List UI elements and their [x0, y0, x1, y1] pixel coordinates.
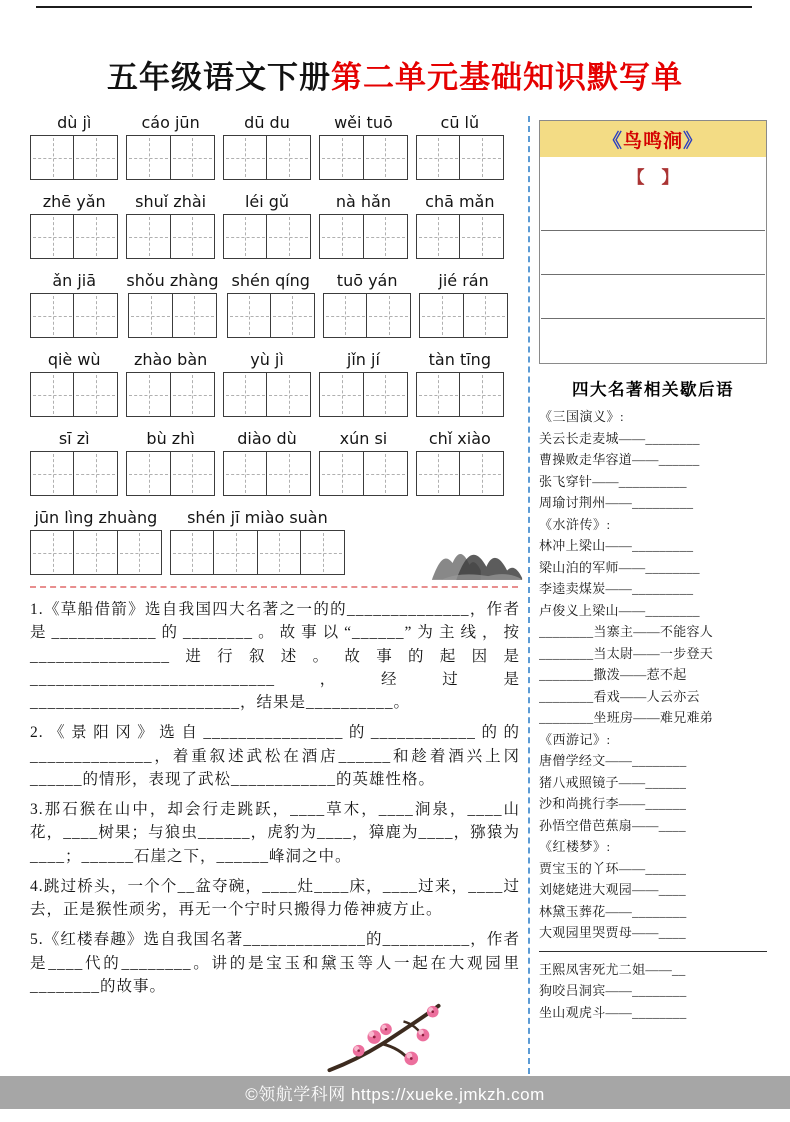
- list-divider: [539, 951, 767, 952]
- pinyin-word-group: [416, 112, 504, 180]
- writing-box[interactable]: [257, 530, 302, 575]
- pinyin-word-group: [30, 191, 118, 259]
- writing-box[interactable]: [319, 372, 364, 417]
- xiehouyu-item: 坐山观虎斗——________: [539, 1004, 687, 1020]
- pinyin-word-group: [223, 112, 311, 180]
- poem-section: [539, 120, 767, 364]
- writing-box[interactable]: [73, 214, 118, 259]
- writing-box[interactable]: [416, 372, 461, 417]
- writing-box[interactable]: [73, 135, 118, 180]
- writing-box[interactable]: [170, 214, 215, 259]
- writing-box[interactable]: [266, 372, 311, 417]
- pinyin-row: [30, 112, 520, 180]
- writing-box[interactable]: [319, 214, 364, 259]
- writing-boxes: [323, 293, 411, 338]
- writing-boxes: [416, 372, 504, 417]
- poem-title-open-bracket: 《: [602, 131, 623, 152]
- writing-box[interactable]: [463, 293, 508, 338]
- pinyin-label: shuǐ zhài: [135, 192, 207, 211]
- writing-box[interactable]: [459, 372, 504, 417]
- question-text: 2.《景阳冈》选自________________的____________的的______________，着重叙述武松在酒店______和趁着酒兴上冈______的情形，表现了武松____________的英雄性格。: [30, 724, 520, 788]
- pinyin-word-group: [30, 112, 118, 180]
- pinyin-word-group: [223, 349, 311, 417]
- writing-box[interactable]: [459, 451, 504, 496]
- pinyin-word-group: [30, 349, 118, 417]
- pinyin-word-group: [419, 270, 507, 338]
- watermark-text: ©领航学科网 https://xueke.jmkzh.com: [245, 1085, 545, 1104]
- writing-box[interactable]: [266, 135, 311, 180]
- poem-writing-line[interactable]: [541, 319, 765, 363]
- xiehouyu-item: 唐僧学经文——________: [539, 753, 687, 768]
- pinyin-label: qiè wù: [47, 350, 101, 369]
- writing-box[interactable]: [30, 372, 75, 417]
- pinyin-word-group: [319, 428, 407, 496]
- pinyin-label: dù jì: [57, 113, 92, 132]
- xiehouyu-item: 关云长走麦城——________: [539, 430, 700, 446]
- writing-box[interactable]: [73, 530, 118, 575]
- pinyin-word-group: [223, 191, 311, 259]
- writing-box[interactable]: [170, 372, 215, 417]
- book-title: 《水浒传》:: [539, 516, 611, 532]
- writing-box[interactable]: [170, 135, 215, 180]
- xiehouyu-item: ________撒泼——惹不起: [539, 667, 687, 682]
- writing-boxes: [126, 451, 214, 496]
- pinyin-row: [30, 191, 520, 259]
- writing-boxes: [319, 372, 407, 417]
- writing-boxes: [30, 135, 118, 180]
- writing-box[interactable]: [227, 293, 272, 338]
- writing-box[interactable]: [30, 135, 75, 180]
- plum-blossom-icon: [325, 1000, 443, 1076]
- writing-box[interactable]: [416, 451, 461, 496]
- xiehouyu-item: 大观园里哭贾母——____: [539, 925, 686, 940]
- pinyin-word-group: [30, 507, 162, 575]
- ink-mountain-icon: [430, 540, 524, 584]
- poem-writing-line[interactable]: [541, 275, 765, 319]
- writing-boxes: [416, 135, 504, 180]
- xiehouyu-item: 林冲上梁山——_________: [539, 538, 694, 553]
- writing-box[interactable]: [223, 135, 268, 180]
- pinyin-label: léi gǔ: [244, 192, 290, 211]
- pinyin-label: chǐ xiào: [428, 429, 491, 448]
- writing-boxes: [319, 214, 407, 259]
- questions-section: [30, 598, 520, 998]
- pinyin-word-group: [126, 428, 214, 496]
- writing-box[interactable]: [128, 293, 173, 338]
- pinyin-label: dū du: [244, 113, 290, 132]
- pinyin-word-group: [323, 270, 411, 338]
- book-title: 《西游记》:: [539, 731, 611, 747]
- xiehouyu-item: 贾宝玉的丫环——______: [539, 860, 687, 876]
- writing-boxes: [319, 451, 407, 496]
- book-title: 《三国演义》:: [539, 409, 625, 424]
- pinyin-word-group: [319, 349, 407, 417]
- pinyin-label: tàn tīng: [428, 350, 491, 369]
- writing-boxes: [223, 451, 311, 496]
- poem-title-text: 鸟鸣涧: [622, 131, 683, 152]
- pinyin-word-group: [30, 428, 118, 496]
- xiehouyu-item: 王熙凤害死尤二姐——__: [539, 961, 686, 977]
- title-grade: 五年级语文下册: [107, 60, 331, 95]
- pinyin-word-group: [319, 191, 407, 259]
- writing-box[interactable]: [213, 530, 258, 575]
- question-text: 5.《红楼春趣》选自我国名著______________的__________，作者是____代的________。讲的是宝玉和黛玉等人一起在大观园里________的故事。: [30, 931, 520, 995]
- pinyin-label: shén jī miào suàn: [187, 508, 328, 527]
- xiehouyu-item: ________当太尉——一步登天: [539, 645, 714, 661]
- writing-boxes: [419, 293, 507, 338]
- pinyin-word-group: [126, 191, 214, 259]
- writing-box[interactable]: [459, 214, 504, 259]
- writing-boxes: [416, 451, 504, 496]
- pinyin-label: jǐn jí: [346, 350, 380, 369]
- xiehouyu-item: 猪八戒照镜子——______: [539, 774, 687, 790]
- pinyin-label: bù zhì: [146, 429, 195, 448]
- writing-box[interactable]: [223, 451, 268, 496]
- xiehouyu-item: 孙悟空借芭蕉扇——____: [539, 817, 686, 833]
- writing-boxes: [223, 214, 311, 259]
- writing-boxes: [319, 135, 407, 180]
- poem-writing-line[interactable]: [541, 231, 765, 275]
- writing-boxes: [223, 135, 311, 180]
- writing-box[interactable]: [363, 135, 408, 180]
- writing-box[interactable]: [172, 293, 217, 338]
- pinyin-word-group: [126, 349, 214, 417]
- pinyin-label: cáo jūn: [141, 113, 200, 132]
- writing-boxes: [416, 214, 504, 259]
- pinyin-label: yù jì: [250, 350, 284, 369]
- pinyin-label: cū lǔ: [440, 113, 480, 132]
- writing-box[interactable]: [73, 293, 118, 338]
- writing-boxes: [223, 372, 311, 417]
- xiehouyu-list: [539, 406, 767, 1023]
- pinyin-label: jūn lìng zhuàng: [34, 508, 158, 527]
- writing-boxes: [227, 293, 315, 338]
- poem-writing-lines: [540, 187, 766, 363]
- xiehouyu-item: 李逵卖煤炭——_________: [539, 581, 694, 596]
- xiehouyu-item: 梁山泊的军师——________: [539, 559, 700, 575]
- writing-box[interactable]: [416, 135, 461, 180]
- xiehouyu-item: 狗咬吕洞宾——________: [539, 983, 687, 998]
- pinyin-word-group: [223, 428, 311, 496]
- question-text: 1.《草船借箭》选自我国四大名著之一的的______________，作者是____________的________。故事以“______”为主线，按________________进行叙述。故事的起因是____________________________，经过是________________________，结果是__________。: [30, 601, 520, 711]
- writing-box[interactable]: [419, 293, 464, 338]
- section-divider: [30, 586, 518, 588]
- writing-box[interactable]: [223, 372, 268, 417]
- pinyin-word-group: [319, 112, 407, 180]
- writing-boxes: [126, 135, 214, 180]
- right-column: [539, 120, 767, 1023]
- xiehouyu-header: 四大名著相关歇后语: [572, 380, 734, 399]
- pinyin-word-group: [126, 112, 214, 180]
- writing-boxes: [30, 372, 118, 417]
- writing-box[interactable]: [319, 135, 364, 180]
- question-text: 4.跳过桥头，一个个__盆夺碗，____灶____床，____过来，____过去，正是猴性顽劣，再无一个宁时只搬得力倦神疲方止。: [30, 877, 520, 918]
- writing-boxes: [30, 293, 118, 338]
- pinyin-word-group: [30, 270, 118, 338]
- xiehouyu-item: 张飞穿针——__________: [539, 473, 687, 489]
- pinyin-grid-section: [30, 112, 520, 575]
- writing-box[interactable]: [73, 451, 118, 496]
- pinyin-word-group: [170, 507, 345, 575]
- pinyin-label: shén qíng: [231, 271, 310, 290]
- xiehouyu-item: 沙和尚挑行李——______: [539, 796, 687, 811]
- writing-box[interactable]: [266, 214, 311, 259]
- pinyin-word-group: [416, 428, 504, 496]
- xiehouyu-item: 曹操败走华容道——______: [539, 452, 700, 467]
- writing-box[interactable]: [126, 451, 171, 496]
- poem-author-blank[interactable]: 【 】: [627, 168, 679, 187]
- page-title: [0, 52, 790, 97]
- writing-box[interactable]: [266, 451, 311, 496]
- pinyin-row: [30, 349, 520, 417]
- writing-box[interactable]: [416, 214, 461, 259]
- writing-boxes: [30, 451, 118, 496]
- writing-box[interactable]: [30, 293, 75, 338]
- writing-box[interactable]: [170, 530, 215, 575]
- watermark-bar: [0, 1076, 790, 1109]
- pinyin-row: [30, 270, 520, 338]
- pinyin-label: shǒu zhàng: [126, 271, 219, 290]
- xiehouyu-item: 周瑜讨荆州——_________: [539, 495, 694, 510]
- poem-writing-line[interactable]: [541, 187, 765, 231]
- writing-box[interactable]: [459, 135, 504, 180]
- writing-box[interactable]: [223, 214, 268, 259]
- top-rule: [36, 6, 752, 8]
- poem-title-close-bracket: 》: [683, 131, 704, 152]
- writing-box[interactable]: [30, 214, 75, 259]
- writing-boxes: [170, 530, 345, 575]
- pinyin-label: sī zì: [58, 429, 90, 448]
- writing-boxes: [126, 214, 214, 259]
- xiehouyu-item: 刘姥姥进大观园——____: [539, 882, 686, 897]
- writing-box[interactable]: [117, 530, 162, 575]
- writing-box[interactable]: [270, 293, 315, 338]
- writing-box[interactable]: [363, 451, 408, 496]
- pinyin-label: diào dù: [237, 429, 297, 448]
- question-text: 3.那石猴在山中，却会行走跳跃，____草木，____涧泉，____山花，____树果；与狼虫______，虎豹为____，獐鹿为____，猕猿为____；______石崖之下，______峰洞之中。: [30, 801, 520, 865]
- writing-box[interactable]: [319, 451, 364, 496]
- pinyin-row: [30, 428, 520, 496]
- pinyin-label: wěi tuō: [334, 113, 393, 132]
- writing-box[interactable]: [73, 372, 118, 417]
- writing-box[interactable]: [126, 372, 171, 417]
- pinyin-label: ǎn jiā: [52, 271, 97, 290]
- writing-box[interactable]: [366, 293, 411, 338]
- book-title: 《红楼梦》:: [539, 839, 611, 854]
- pinyin-word-group: [416, 191, 504, 259]
- title-unit: 第二单元基础知识默写单: [331, 60, 683, 95]
- pinyin-label: tuō yán: [336, 271, 398, 290]
- pinyin-label: zhē yǎn: [42, 192, 106, 211]
- poem-title-banner: [540, 121, 766, 157]
- xiehouyu-item: ________坐班房——难兄难弟: [539, 710, 714, 725]
- xiehouyu-item: 卢俊义上梁山——________: [539, 602, 700, 618]
- writing-boxes: [126, 372, 214, 417]
- pinyin-word-group: [416, 349, 504, 417]
- writing-box[interactable]: [170, 451, 215, 496]
- pinyin-label: chā mǎn: [425, 192, 495, 211]
- xiehouyu-item: 林黛玉葬花——________: [539, 903, 687, 919]
- pinyin-word-group: [126, 270, 218, 338]
- writing-box[interactable]: [363, 372, 408, 417]
- writing-box[interactable]: [323, 293, 368, 338]
- pinyin-label: zhào bàn: [133, 350, 208, 369]
- writing-boxes: [30, 214, 118, 259]
- pinyin-label: xún si: [339, 429, 388, 448]
- writing-box[interactable]: [30, 530, 75, 575]
- writing-box[interactable]: [300, 530, 345, 575]
- writing-box[interactable]: [126, 135, 171, 180]
- xiehouyu-item: ________当寨主——不能容人: [539, 624, 714, 639]
- pinyin-label: jié rán: [438, 271, 489, 290]
- writing-box[interactable]: [363, 214, 408, 259]
- writing-box[interactable]: [30, 451, 75, 496]
- writing-boxes: [128, 293, 216, 338]
- pinyin-label: nà hǎn: [335, 192, 391, 211]
- writing-boxes: [30, 530, 162, 575]
- column-divider: [528, 116, 530, 1074]
- writing-box[interactable]: [126, 214, 171, 259]
- pinyin-word-group: [227, 270, 315, 338]
- xiehouyu-item: ________看戏——人云亦云: [539, 688, 700, 704]
